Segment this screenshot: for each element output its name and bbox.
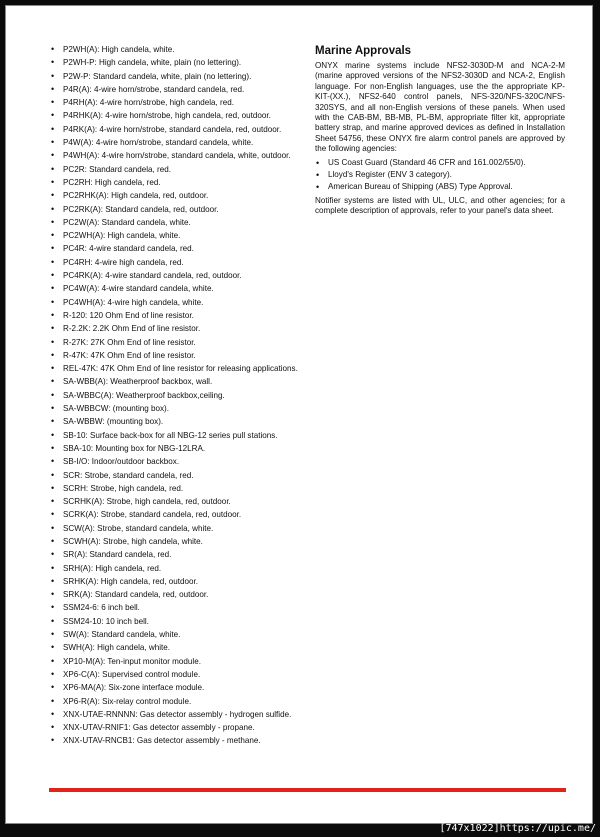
part-list-item: • PC2RH: High candela, red. bbox=[50, 177, 302, 188]
part-list-item: • R-27K: 27K Ohm End of line resistor. bbox=[50, 337, 302, 348]
part-list-item: • P4RK(A): 4-wire horn/strobe, standard candela, red, outdoor. bbox=[50, 124, 302, 135]
part-list-item: • P4W(A): 4-wire horn/strobe, standard candela, white. bbox=[50, 137, 302, 148]
red-divider-rule bbox=[49, 788, 566, 792]
part-list-item: • SCRK(A): Strobe, standard candela, red, outdoor. bbox=[50, 509, 302, 520]
part-list-item: • SB-I/O: Indoor/outdoor backbox. bbox=[50, 456, 302, 467]
part-list-item: • XP6-R(A): Six-relay control module. bbox=[50, 696, 302, 707]
part-list-item: • R-47K: 47K Ohm End of line resistor. bbox=[50, 350, 302, 361]
part-list-item: • SA-WBB(A): Weatherproof backbox, wall. bbox=[50, 376, 302, 387]
part-list-item: • PC4W(A): 4-wire standard candela, white. bbox=[50, 283, 302, 294]
part-list-item: • XNX-UTAE-RNNNN: Gas detector assembly - hydrogen sulfide. bbox=[50, 709, 302, 720]
marine-approvals-heading: Marine Approvals bbox=[315, 45, 412, 57]
part-list-item: • PC2R: Standard candela, red. bbox=[50, 164, 302, 175]
part-list-item: • XP6-MA(A): Six-zone interface module. bbox=[50, 682, 302, 693]
part-list-item: • PC2RK(A): Standard candela, red, outdoor. bbox=[50, 204, 302, 215]
part-list-item: • PC4R: 4-wire standard candela, red. bbox=[50, 243, 302, 254]
part-list-item: • SRHK(A): High candela, red, outdoor. bbox=[50, 576, 302, 587]
part-list-item: • SA-WBBC(A): Weatherproof backbox,ceiling. bbox=[50, 390, 302, 401]
part-list-item: • P4RH(A): 4-wire horn/strobe, high candela, red. bbox=[50, 97, 302, 108]
agency-item: • American Bureau of Shipping (ABS) Type Approval. bbox=[315, 182, 565, 192]
part-list-item: • SRK(A): Standard candela, red, outdoor. bbox=[50, 589, 302, 600]
part-list-item: • XP6-C(A): Supervised control module. bbox=[50, 669, 302, 680]
part-list-item: • R-2.2K: 2.2K Ohm End of line resistor. bbox=[50, 323, 302, 334]
part-list-item: • SA-WBBW: (mounting box). bbox=[50, 416, 302, 427]
part-list-item: • XP10-M(A): Ten-input monitor module. bbox=[50, 656, 302, 667]
part-list-item: • P2WH-P: High candela, white, plain (no lettering). bbox=[50, 57, 302, 68]
part-list-item: • SR(A): Standard candela, red. bbox=[50, 549, 302, 560]
accessory-part-list bbox=[50, 44, 302, 749]
part-list-item: • SCWH(A): Strobe, high candela, white. bbox=[50, 536, 302, 547]
part-list-item: • SSM24-6: 6 inch bell. bbox=[50, 602, 302, 613]
part-list-item: • REL-47K: 47K Ohm End of line resistor for releasing applications. bbox=[50, 363, 302, 374]
part-list-item: • SCR: Strobe, standard candela, red. bbox=[50, 470, 302, 481]
image-watermark: [747x1022]https://upic.me/ bbox=[439, 823, 596, 834]
part-list-item: • SRH(A): High candela, red. bbox=[50, 563, 302, 574]
part-list-item: • PC2RHK(A): High candela, red, outdoor. bbox=[50, 190, 302, 201]
agency-item: • US Coast Guard (Standard 46 CFR and 161.002/55/0). bbox=[315, 158, 565, 168]
part-list-item: • P4R(A): 4-wire horn/strobe, standard candela, red. bbox=[50, 84, 302, 95]
part-list-item: • P2W-P: Standard candela, white, plain (no lettering). bbox=[50, 71, 302, 82]
document-page bbox=[5, 5, 593, 824]
part-list-item: • SB-10: Surface back-box for all NBG-12 series pull stations. bbox=[50, 430, 302, 441]
marine-approvals-section bbox=[315, 44, 565, 217]
part-list-item: • SW(A): Standard candela, white. bbox=[50, 629, 302, 640]
agency-item: • Lloyd's Register (ENV 3 category). bbox=[315, 170, 565, 180]
part-list-item: • PC4WH(A): 4-wire high candela, white. bbox=[50, 297, 302, 308]
part-list-item: • PC4RH: 4-wire high candela, red. bbox=[50, 257, 302, 268]
approvals-footer-note: Notifier systems are listed with UL, ULC, and other agencies; for a complete description of approvals, refer to your panel's data sheet. bbox=[315, 195, 565, 216]
part-list-item: • P4RHK(A): 4-wire horn/strobe, high candela, red, outdoor. bbox=[50, 110, 302, 121]
part-list-item: • SSM24-10: 10 inch bell. bbox=[50, 616, 302, 627]
part-list-item: • PC2WH(A): High candela, white. bbox=[50, 230, 302, 241]
part-list-item: • SBA-10: Mounting box for NBG-12LRA. bbox=[50, 443, 302, 454]
part-list-item: • XNX-UTAV-RNCB1: Gas detector assembly - methane. bbox=[50, 735, 302, 746]
part-list-item: • SCRH: Strobe, high candela, red. bbox=[50, 483, 302, 494]
part-list-item: • P2WH(A): High candela, white. bbox=[50, 44, 302, 55]
part-list-item: • PC2W(A): Standard candela, white. bbox=[50, 217, 302, 228]
part-list-item: • XNX-UTAV-RNIF1: Gas detector assembly - propane. bbox=[50, 722, 302, 733]
marine-approvals-intro: ONYX marine systems include NFS2-3030D-M and NCA-2-M (marine approved versions of the NFS2-3030D and NCA-2, English language. For non-English languages, use the the appropriate KP-KIT-(XX.), NFS2-640 control panels, NFS-320/NFS-320C/NFS-320SYS, and all non-English versions of these panels. When used with the CAB-BM, BB-MB, PL-BM, appropriate filter kit, appropriate battery strap, and marine approved devices as defined in Installation Sheet 54756, these ONYX fire alarm control panels are approved by the following agencies: bbox=[315, 61, 565, 154]
part-list-item: • SCW(A): Strobe, standard candela, white. bbox=[50, 523, 302, 534]
part-list-item: • R-120: 120 Ohm End of line resistor. bbox=[50, 310, 302, 321]
part-list-item: • PC4RK(A): 4-wire standard candela, red, outdoor. bbox=[50, 270, 302, 281]
part-list-item: • P4WH(A): 4-wire horn/strobe, standard candela, white, outdoor. bbox=[50, 150, 302, 161]
part-list-item: • SWH(A): High candela, white. bbox=[50, 642, 302, 653]
agency-list bbox=[315, 158, 565, 193]
part-list-item: • SCRHK(A): Strobe, high candela, red, outdoor. bbox=[50, 496, 302, 507]
part-list-item: • SA-WBBCW: (mounting box). bbox=[50, 403, 302, 414]
